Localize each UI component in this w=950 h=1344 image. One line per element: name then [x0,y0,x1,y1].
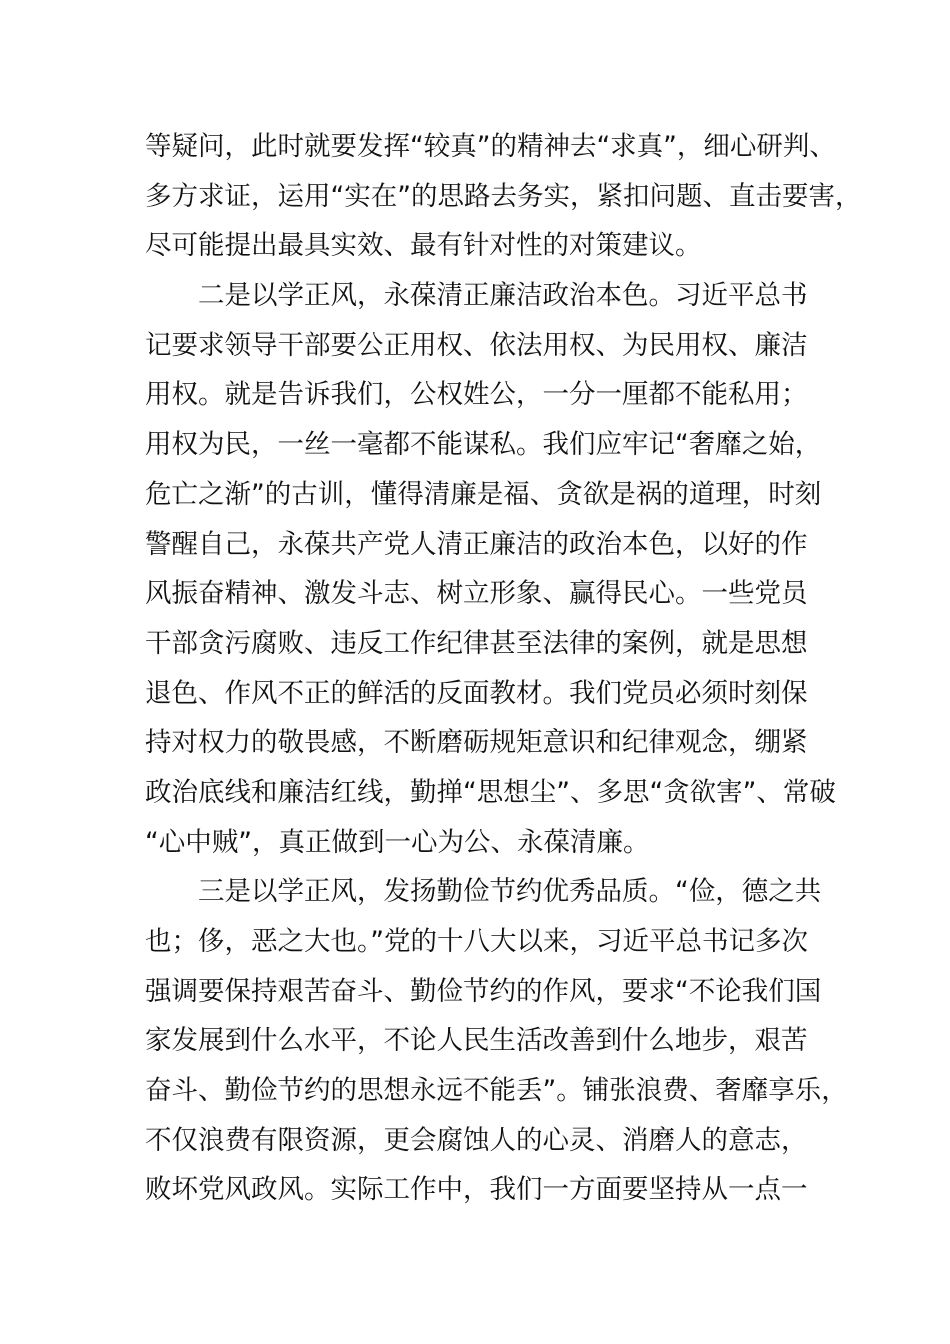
text-line: 政治底线和廉洁红线，勤掸“思想尘”、多思“贪欲害”、常破 [145,776,836,808]
text-line: 强调要保持艰苦奋斗、勤俭节约的作风，要求“不论我们国 [145,975,822,1007]
text-line: 多方求证，运用“实在”的思路去务实，紧扣问题、直击要害， [145,180,862,212]
text-line: “心中贼”，真正做到一心为公、永葆清廉。 [145,826,650,858]
text-line: 奋斗、勤俭节约的思想永远不能丢”。铺张浪费、奢靡享乐， [145,1075,848,1107]
paragraph-start-line: 二是以学正风，永葆清正廉洁政治本色。习近平总书 [198,280,808,312]
paragraph-start-line: 三是以学正风，发扬勤俭节约优秀品质。“俭，德之共 [198,876,822,908]
text-line: 干部贪污腐败、违反工作纪律甚至法律的案例，就是思想 [145,627,808,659]
text-line: 也；侈，恶之大也。”党的十八大以来，习近平总书记多次 [145,926,808,957]
text-line: 危亡之渐”的古训，懂得清廉是福、贪欲是祸的道理，时刻 [145,478,822,510]
text-line: 退色、作风不正的鲜活的反面教材。我们党员必须时刻保 [145,677,808,709]
text-line: 尽可能提出最具实效、最有针对性的对策建议。 [145,230,702,262]
text-line: 败坏党风政风。实际工作中，我们一方面要坚持从一点一 [145,1174,808,1206]
text-line: 警醒自己，永葆共产党人清正廉洁的政治本色，以好的作 [145,528,808,560]
text-line: 风振奋精神、激发斗志、树立形象、赢得民心。一些党员 [145,578,808,610]
body-text [145,122,862,1215]
text-line: 等疑问，此时就要发挥“较真”的精神去“求真”，细心研判、 [145,131,836,162]
text-line: 用权。就是告诉我们，公权姓公，一分一厘都不能私用； [145,379,808,411]
text-line: 用权为民，一丝一毫都不能谋私。我们应牢记“奢靡之始， [145,429,822,461]
text-line: 记要求领导干部要公正用权、依法用权、为民用权、廉洁 [145,329,808,361]
text-line: 持对权力的敬畏感，不断磨砺规矩意识和纪律观念，绷紧 [145,727,808,759]
text-line: 不仅浪费有限资源，更会腐蚀人的心灵、消磨人的意志， [145,1124,808,1156]
text-line: 家发展到什么水平，不论人民生活改善到什么地步，艰苦 [145,1025,808,1057]
